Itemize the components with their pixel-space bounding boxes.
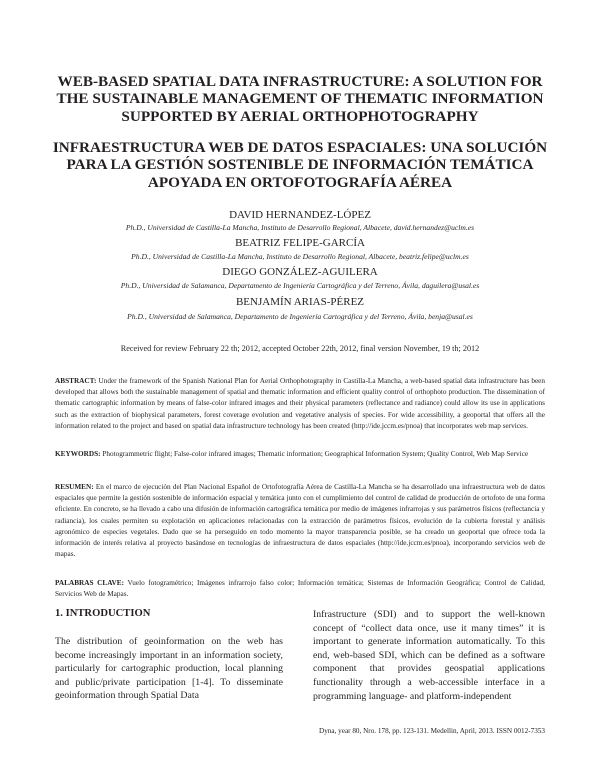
palabras-clave-label: PALABRAS CLAVE:	[55, 579, 124, 587]
title-spanish: INFRAESTRUCTURA WEB DE DATOS ESPACIALES: UNA SOLUCIÓN PARA LA GESTIÓN SOSTENIBLE DE INFORMACIÓN TEMÁTICA APOYADA EN ORTOFOTOGRAFÍA AÉREA	[52, 139, 548, 191]
author-name: BEATRIZ FELIPE-GARCÍA	[235, 237, 365, 249]
resumen-paragraph	[55, 482, 545, 560]
resumen-text: En el marco de ejecución del Plan Nacional Español de Ortofotografía Aérea de Castilla-La Mancha se ha desarrollado una infraestructura web de datos espaciales que permite la gestión sostenible de información espacial y temática junto con el cumplimiento del control de calidad de producción de ortofoto de una forma eficiente. En concreto, se ha llevado a cabo una difusión de información cartográfica temática por medio de imágenes infrarrojas y sus parámetros físicos (reflectancia y radiancia), los cuales permiten su explotación en aplicaciones relacionadas con la extracción de parámetros físicos, evolución de la cubierta forestal y análisis agronómico de especies vegetales. Dado que se ha perseguido en todo momento la mayor transparencia posible, se ha creado un geoportal que ofrece toda la información de interés relativa al proyecto basándose en tecnologías de infraestructura de datos espaciales (http://ide.jccm.es/pnoa), incorporando servicios web de mapas.	[55, 483, 546, 559]
title-english: WEB-BASED SPATIAL DATA INFRASTRUCTURE: A SOLUTION FOR THE SUSTAINABLE MANAGEMENT OF THEMATIC INFORMATION SUPPORTED BY AERIAL ORTHOPHOTOGRAPHY	[56, 73, 544, 125]
author-affiliation: Ph.D., Universidad de Castilla-La Mancha, Instituto de Desarrollo Regional, Albacete, beatriz.felipe@uclm.es	[131, 252, 469, 261]
palabras-clave-paragraph	[55, 578, 545, 600]
abstract-label: ABSTRACT:	[55, 377, 97, 385]
received-dates: Received for review February 22 th; 2012, accepted October 22th, 2012, final version November, 19 th; 2012	[120, 344, 480, 353]
author-name: DAVID HERNANDEZ-LÓPEZ	[229, 209, 371, 221]
author-affiliation: Ph.D., Universidad de Salamanca, Departamento de Ingeniería Cartográfica y del Terreno, Ávila, daguilera@usal.es	[120, 281, 480, 290]
keywords-text: Photogrammetric flight; False-color infrared images; Thematic information; Geographical Information System; Quality Control, Web Map Service	[102, 450, 529, 458]
keywords-label: KEYWORDS:	[55, 450, 101, 458]
abstract-text: Under the framework of the Spanish National Plan for Aerial Orthophotography in Castilla-La Mancha, a web-based spatial data infrastructure has been developed that allows both the sustainable management of spatial and thematic information and efficient quality control of orthophoto production. The dissemination of thematic cartographic information by means of false-color infrared images and their physical parameters (reflectance and radiance) could allow its use in applications such as the extraction of biophysical parameters, forest coverage evolution and vegetative analysis of species. For wide accessibility, a geoportal that offers all the information related to the project and based on spatial data infrastructure technology has been created (http://ide.jccm.es/pnoa) that incorporates web map services.	[55, 377, 545, 430]
author-name: BENJAMÍN ARIAS-PÉREZ	[235, 296, 365, 308]
resumen-label: RESUMEN:	[55, 483, 94, 491]
keywords-paragraph	[55, 449, 545, 460]
author-name: DIEGO GONZÁLEZ-AGUILERA	[222, 266, 378, 278]
abstract-paragraph	[55, 376, 545, 432]
author-affiliation: Ph.D., Universidad de Salamanca, Departamento de Ingeniería Cartográfica y del Terreno, Ávila, benja@usal.es	[127, 312, 473, 321]
author-affiliation: Ph.D., Universidad de Castilla-La Mancha, Instituto de Desarrollo Regional, Albacete, david.hernandez@uclm.es	[125, 223, 475, 232]
section-heading-introduction: 1. INTRODUCTION	[55, 608, 151, 619]
page-footer: Dyna, year 80, Nro. 178, pp. 123-131. Medellin, April, 2013. ISSN 0012-7353	[319, 727, 545, 735]
intro-right-column: Infrastructure (SDI) and to support the well-known concept of “collect data once, use it many times” it is important to generate information automatically. To this end, web-based SDI, which can be defined as a software component that provides geospatial applications functionality through a web-accessible interface in a programming language- and platform-independent	[313, 609, 545, 702]
intro-left-column: The distribution of geoinformation on the web has become increasingly important in an information society, particularly for cartographic production, local planning and public/private participation [1-4]. To disseminate geoinformation through Spatial Data	[55, 636, 283, 702]
palabras-clave-text: Vuelo fotogramétrico; Imágenes infrarrojo falso color; Información temática; Sistemas de Información Geográfica; Control de Calidad, Servicios Web de Mapas.	[55, 579, 545, 599]
